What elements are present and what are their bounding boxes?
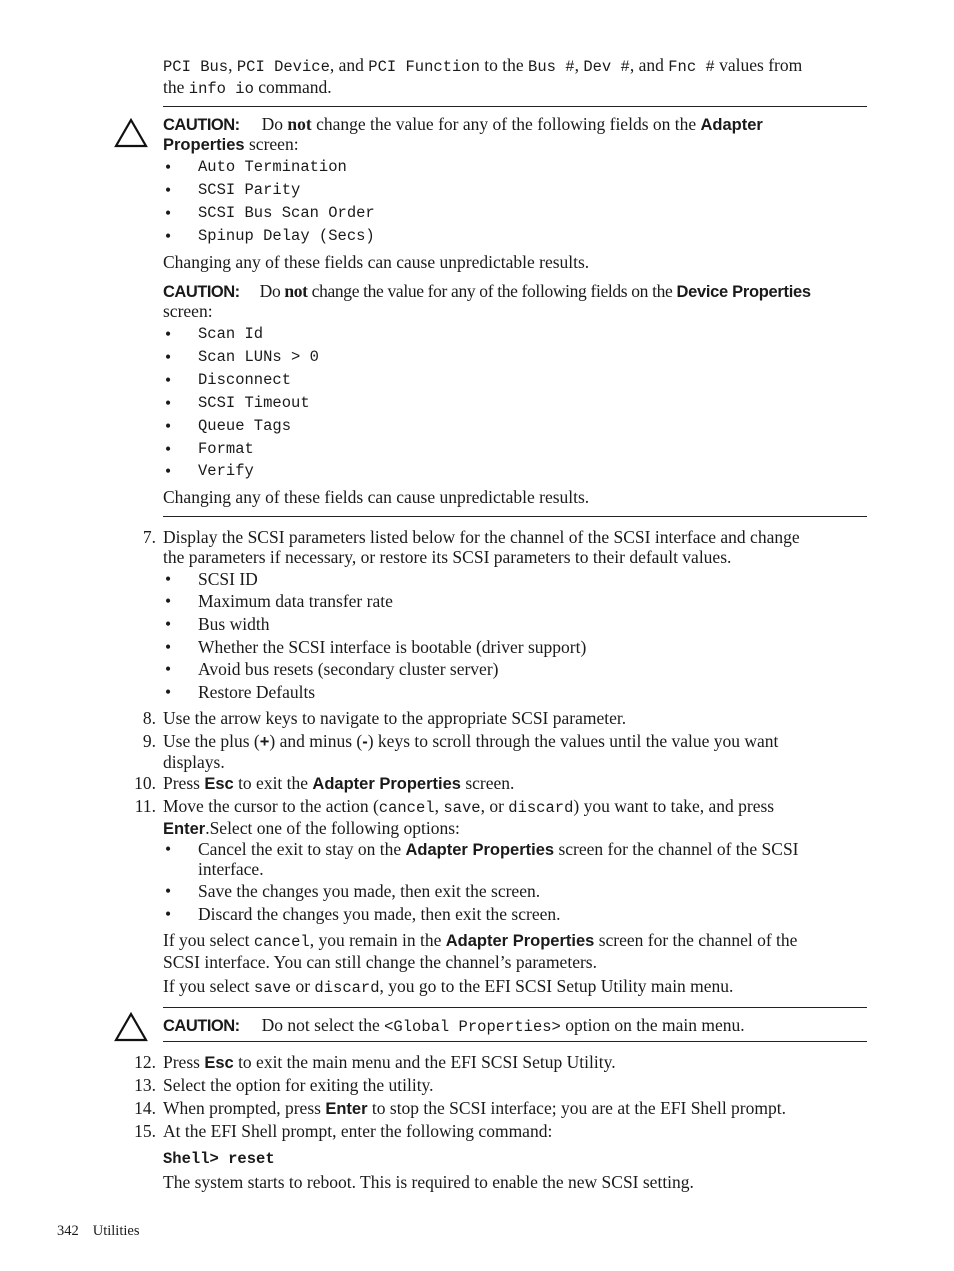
caution-1-closing: Changing any of these fields can cause unpredictable results. — [163, 252, 590, 272]
caution-2-line2: screen: — [163, 301, 213, 321]
list-item — [163, 417, 869, 439]
caution-2-closing: Changing any of these fields can cause unpredictable results. — [163, 487, 590, 507]
list-item: • Save the changes you made, then exit the screen. — [165, 881, 541, 901]
code-pci-bus: PCI Bus — [163, 58, 229, 76]
list-item — [163, 204, 869, 226]
list-item-text: Restore Defaults — [198, 682, 316, 702]
list-item-continuation: interface. — [198, 859, 264, 879]
list-item — [163, 371, 869, 393]
bullet: • — [165, 347, 172, 367]
code-bus-num: Bus # — [528, 58, 575, 76]
key-enter: Enter — [325, 1100, 368, 1118]
bullet: • — [165, 416, 172, 436]
list-item — [163, 325, 869, 347]
document-page: PCI Bus, PCI Device, and PCI Function to the Bus #, Dev #, and Fnc # values from the info io command. CAUTION: Do not change the value for any of the following fields on the Adapter Properties screen: • Auto Termination • SCSI Parity • SCSI Bus Scan Order • Spinup Delay (Secs) Changing any of these fields can cause unpredictable results. CAUTION: Do not change the value for any of the following fields on the Device Properties screen: • Scan Id • Scan LUNs > 0 • Disconnect • SCSI Timeout • Queue Tags • Format • Verify Changing any of these fields can cause unpredictable results. 7. Display the SCSI parameters listed below for the channel of the SCSI interface and change the parameters if necessary, or restore its SCSI parameters to their default values. • SCSI ID • Maximum data transfer rate • Bus width • Whether the SCSI interface is bootable (driver support) • Avoid bus resets (secondary cluster server) • Restore Defaults 8. Use the arrow keys to navigate to the appropriate SCSI parameter. 9. Use the plus (+) and minus (-) keys to scroll through the values until the value you want displays. 10. Press Esc to exit the Adapter Properties screen. 11. Move the cursor to the action (cancel, save, or discard) you want to take, and press Enter.Select one of the following options: • Cancel the exit to stay on the Adapter Properties screen for the channel of the SCSI interface. • Save the changes you made, then exit the screen. • Discard the changes you made, then exit the screen. If you select cancel, you remain in the Adapter Properties screen for the channel of the SCSI interface. You can still change the channel’s parameters. If you select save or discard, you go to the EFI SCSI Setup Utility main menu. CAUTION: Do not select the <Global Properties> option on the main menu. 12. Press Esc to exit the main menu and the EFI SCSI Setup Utility. 13. Select the option for exiting the utility. 14. When prompted, press Enter to stop the SCSI interface; you are at the EFI Shell prompt. 15. At the EFI Shell prompt, enter the following command: Shell> reset The system starts to reboot. This is required to enable the new SCSI setting. 342 Utilities — [0, 0, 954, 1271]
bullet: • — [165, 203, 172, 223]
bullet: • — [165, 324, 172, 344]
list-item-text: Avoid bus resets (secondary cluster server) — [198, 659, 499, 679]
list-item-text: Bus width — [198, 614, 270, 634]
caution-1-line2: Properties screen: — [163, 134, 299, 154]
code-info-io: info io — [188, 79, 254, 98]
list-item-text: Scan Id — [198, 325, 264, 343]
list-item: • Discard the changes you made, then exit the screen. — [165, 904, 561, 924]
list-item-text: SCSI Parity — [198, 181, 301, 199]
list-item — [163, 348, 869, 370]
list-item-text: Maximum data transfer rate — [198, 591, 393, 611]
code-global-properties: <Global Properties> — [384, 1018, 561, 1036]
list-item — [163, 181, 869, 203]
code-pci-device: PCI Device — [236, 58, 330, 76]
bullet: • — [165, 226, 172, 246]
caution-label: CAUTION: — [163, 1017, 240, 1035]
list-item-text: Verify — [198, 462, 254, 480]
list-item — [163, 158, 869, 180]
list-item: • Cancel the exit to stay on the Adapter Properties screen for the channel of the SCSI — [165, 839, 799, 859]
key-esc: Esc — [204, 775, 234, 793]
caution-3-top-rule — [163, 1007, 867, 1008]
warning-triangle-icon — [114, 118, 148, 148]
caution-top-rule — [163, 106, 867, 107]
intro-paragraph: PCI Bus, PCI Device, and PCI Function to the Bus #, Dev #, and Fnc # values from the info io command. — [163, 55, 803, 98]
step-15-result: The system starts to reboot. This is required to enable the new SCSI setting. — [163, 1172, 694, 1192]
code-dev-num: Dev # — [583, 58, 630, 76]
list-item — [163, 660, 869, 682]
caution-2: CAUTION: Do not change the value for any of the following fields on the Device Properties — [163, 281, 811, 301]
key-esc: Esc — [204, 1054, 234, 1072]
list-item-text: Disconnect — [198, 371, 292, 389]
bullet: • — [165, 180, 172, 200]
bullet: • — [165, 157, 172, 177]
caution-3-bottom-rule — [163, 1041, 867, 1042]
list-item-text: Queue Tags — [198, 417, 292, 435]
list-item-text: SCSI Bus Scan Order — [198, 204, 375, 222]
section-name: Utilities — [92, 1223, 140, 1239]
list-item — [163, 227, 869, 249]
list-item-text: Whether the SCSI interface is bootable (driver support) — [198, 637, 587, 657]
list-item — [163, 440, 869, 462]
code-pci-function: PCI Function — [368, 58, 480, 76]
bullet: • — [165, 637, 172, 657]
bullet: • — [165, 659, 172, 679]
list-item-text: Format — [198, 440, 254, 458]
list-item-text: SCSI ID — [198, 569, 258, 589]
list-item-text: Scan LUNs > 0 — [198, 348, 319, 366]
list-item — [163, 570, 869, 592]
list-item-text: SCSI Timeout — [198, 394, 310, 412]
list-item — [163, 592, 869, 614]
list-item-text: Spinup Delay (Secs) — [198, 227, 375, 245]
list-item — [163, 638, 869, 660]
bullet: • — [165, 439, 172, 459]
bullet: • — [165, 569, 172, 589]
page-footer — [57, 1223, 139, 1240]
bullet: • — [165, 614, 172, 634]
list-item — [163, 462, 869, 484]
key-enter: Enter — [163, 819, 206, 838]
list-item — [163, 683, 869, 705]
list-item — [163, 615, 869, 637]
code-fnc-num: Fnc # — [668, 58, 715, 76]
page-number: 342 — [57, 1223, 79, 1239]
step-11-cancel-paragraph: If you select cancel, you remain in the Adapter Properties screen for the channel of the SCSI interface. You can still change the channel’s parameters. — [163, 930, 798, 972]
step-11-save-paragraph: If you select save or discard, you go to the EFI SCSI Setup Utility main menu. — [163, 976, 734, 997]
list-item-text: Auto Termination — [198, 158, 347, 176]
bullet: • — [165, 682, 172, 702]
caution-bottom-rule — [163, 516, 867, 517]
bullet: • — [165, 370, 172, 390]
bullet: • — [165, 393, 172, 413]
bullet: • — [165, 591, 172, 611]
caution-label: CAUTION: — [163, 116, 240, 134]
bullet: • — [165, 461, 172, 481]
caution-1: CAUTION: Do not change the value for any of the following fields on the Adapter — [163, 114, 763, 134]
list-item — [163, 394, 869, 416]
command-example: Shell> reset — [163, 1150, 275, 1168]
caution-3: CAUTION: Do not select the <Global Properties> option on the main menu. — [163, 1015, 745, 1036]
caution-label: CAUTION: — [163, 283, 240, 301]
warning-triangle-icon — [114, 1012, 148, 1042]
